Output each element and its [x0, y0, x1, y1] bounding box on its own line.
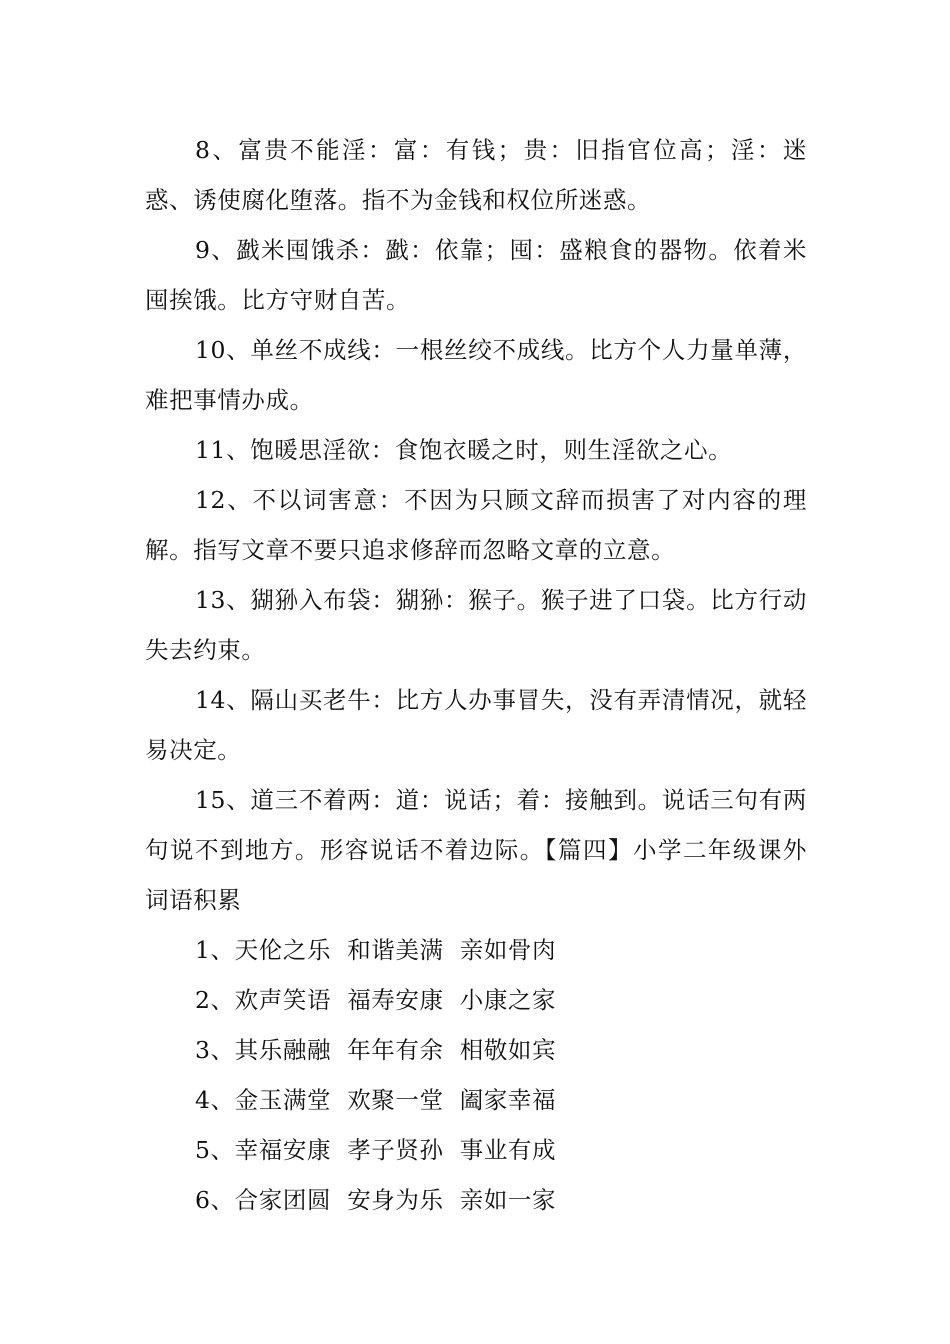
idiom-paragraph-8: 8、富贵不能淫：富：有钱；贵：旧指官位高；淫：迷惑、诱使腐化堕落。指不为金钱和权位所迷惑。 [145, 136, 807, 214]
idiom-paragraph-15: 15、道三不着两：道：说话；着：接触到。说话三句有两句说不到地方。形容说话不着边际。【篇四】小学二年级课外词语积累 [145, 786, 807, 914]
word-list-line-6: 6、合家团圆 安身为乐 亲如一家 [195, 1186, 557, 1214]
word-list-line-1: 1、天伦之乐 和谐美满 亲如骨肉 [195, 936, 557, 964]
idiom-paragraph-14: 14、隔山买老牛：比方人办事冒失，没有弄清情况，就轻易决定。 [145, 686, 807, 764]
idiom-paragraph-11: 11、饱暖思淫欲：食饱衣暖之时，则生淫欲之心。 [195, 436, 733, 464]
word-list-line-5: 5、幸福安康 孝子贤孙 事业有成 [195, 1136, 557, 1164]
idiom-paragraph-13: 13、猢狲入布袋：猢狲：猴子。猴子进了口袋。比方行动失去约束。 [145, 586, 807, 664]
idiom-paragraph-9: 9、戤米囤饿杀：戤：依靠；囤：盛粮食的器物。依着米囤挨饿。比方守财自苦。 [145, 236, 807, 314]
idiom-paragraph-10: 10、单丝不成线：一根丝绞不成线。比方个人力量单薄，难把事情办成。 [145, 336, 807, 414]
word-list-line-4: 4、金玉满堂 欢聚一堂 阖家幸福 [195, 1086, 557, 1114]
word-list-line-3: 3、其乐融融 年年有余 相敬如宾 [195, 1036, 557, 1064]
idiom-paragraph-12: 12、不以词害意：不因为只顾文辞而损害了对内容的理解。指写文章不要只追求修辞而忽略文章的立意。 [145, 486, 807, 564]
document-body [145, 125, 807, 1225]
word-list-line-2: 2、欢声笑语 福寿安康 小康之家 [195, 986, 557, 1014]
